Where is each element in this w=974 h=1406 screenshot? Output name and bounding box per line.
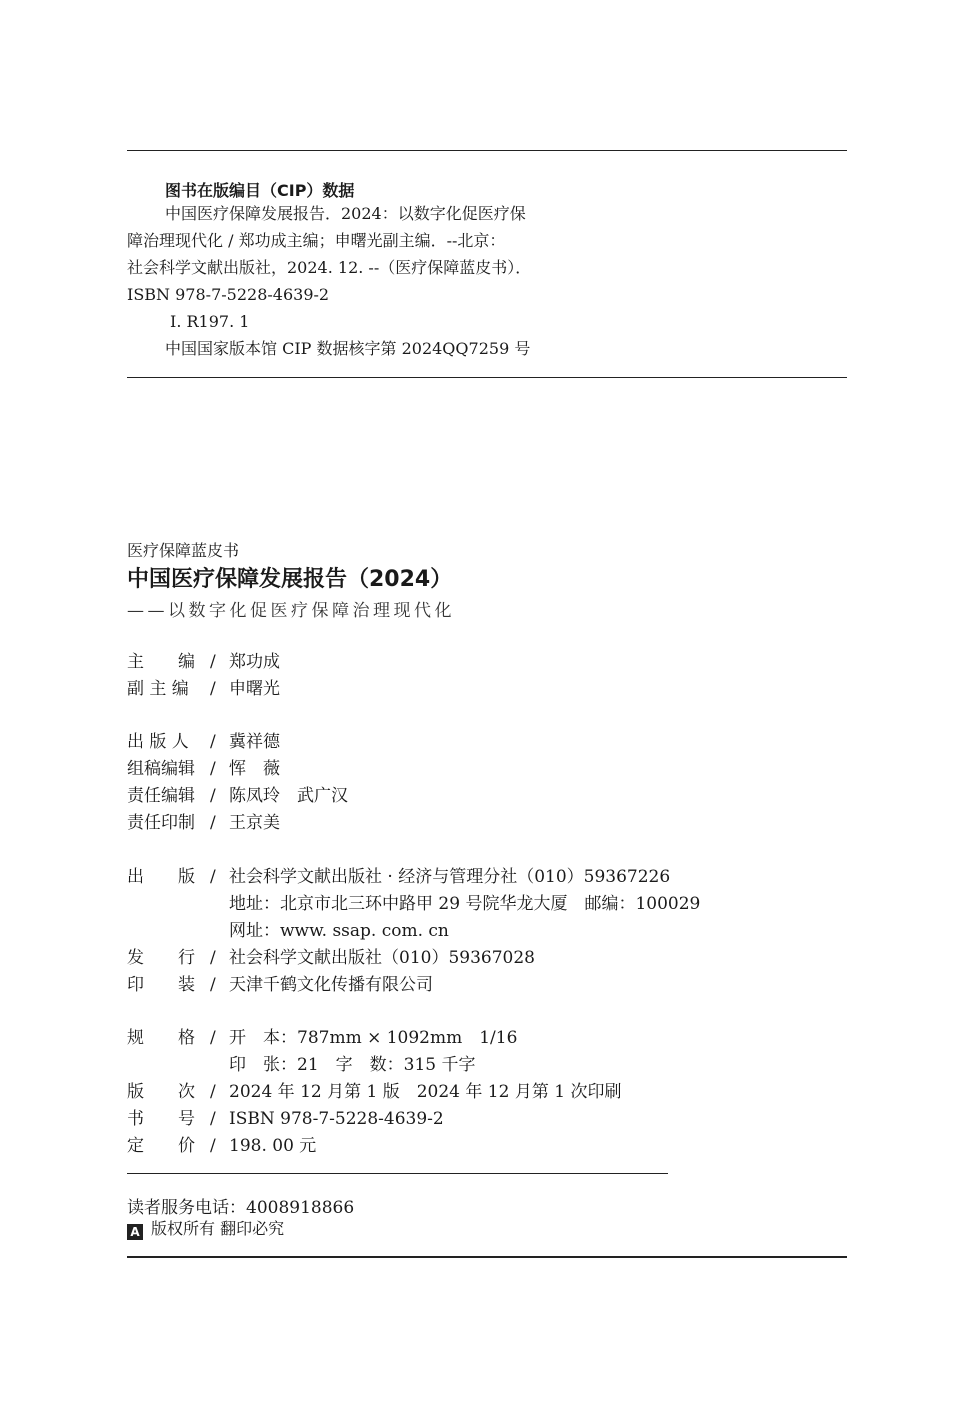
isbn-value: ISBN 978-7-5228-4639-2: [229, 1109, 444, 1129]
separator: /: [210, 975, 216, 995]
publisher-address: 地址：北京市北三环中路甲 29 号院华龙大厦 邮编：100029: [229, 894, 701, 914]
cip-line-4: ISBN 978-7-5228-4639-2: [127, 285, 330, 304]
format-value: 开 本：787mm × 1092mm 1/16: [229, 1028, 518, 1048]
copyright-row: [127, 1220, 284, 1240]
edition-label: 版 次: [127, 1082, 195, 1102]
cip-line-3: 社会科学文献出版社，2024. 12. --（医疗保障蓝皮书）．: [127, 258, 532, 277]
editor-label: 主 编: [127, 652, 195, 672]
responsible-editor-label: 责任编辑: [127, 786, 195, 806]
acquisitions-editor-label: 组稿编辑: [127, 759, 195, 779]
separator: /: [210, 786, 216, 806]
separator: /: [210, 652, 216, 672]
specs-bottom-rule: [127, 1173, 668, 1174]
cip-bottom-rule: [127, 377, 847, 378]
logo-text: A: [130, 1225, 140, 1239]
separator: /: [210, 813, 216, 833]
price-label: 定 价: [127, 1136, 195, 1156]
print-editor-label: 责任印制: [127, 813, 195, 833]
printing-value: 天津千鹤文化传播有限公司: [229, 975, 433, 995]
book-subtitle: ——以数字化促医疗保障治理现代化: [127, 601, 455, 621]
separator: /: [210, 1082, 216, 1102]
cip-line-2: 障治理现代化 / 郑功成主编；申曙光副主编．--北京：: [127, 231, 506, 250]
distribution-label: 发 行: [127, 948, 195, 968]
print-editor-value: 王京美: [229, 813, 280, 833]
separator: /: [210, 1109, 216, 1129]
distribution-value: 社会科学文献出版社（010）59367028: [229, 948, 535, 968]
copyright-text: 版权所有 翻印必究: [151, 1219, 285, 1238]
isbn-label: 书 号: [127, 1109, 195, 1129]
acquisitions-editor-value: 恽 薇: [229, 759, 280, 779]
publisher-person-value: 冀祥德: [229, 732, 280, 752]
cip-line-1: 中国医疗保障发展报告．2024：以数字化促医疗保: [165, 204, 526, 223]
publisher-logo-icon: [127, 1224, 143, 1240]
publisher-value: 社会科学文献出版社 · 经济与管理分社（010）59367226: [229, 867, 671, 887]
cip-line-6: 中国国家版本馆 CIP 数据核字第 2024QQ7259 号: [165, 339, 531, 358]
editor-value: 郑功成: [229, 652, 280, 672]
publisher-website: 网址：www. ssap. com. cn: [229, 921, 449, 941]
sheets-value: 印 张：21 字 数：315 千字: [229, 1055, 476, 1075]
series-name: 医疗保障蓝皮书: [127, 541, 240, 560]
separator: /: [210, 759, 216, 779]
responsible-editor-value: 陈凤玲 武广汉: [229, 786, 348, 806]
separator: /: [210, 1028, 216, 1048]
format-label: 规 格: [127, 1028, 195, 1048]
printing-label: 印 装: [127, 975, 195, 995]
price-value: 198. 00 元: [229, 1136, 317, 1156]
publisher-label: 出 版: [127, 867, 195, 887]
book-title: 中国医疗保障发展报告（2024）: [127, 567, 453, 592]
deputy-editor-value: 申曙光: [229, 679, 280, 699]
reader-hotline: 读者服务电话：4008918866: [127, 1198, 355, 1218]
cip-heading: 图书在版编目（CIP）数据: [165, 181, 355, 200]
footer-bottom-rule: [127, 1256, 847, 1258]
separator: /: [210, 1136, 216, 1156]
deputy-editor-label: 副 主 编: [127, 679, 189, 699]
separator: /: [210, 732, 216, 752]
cip-line-5: Ⅰ. R197. 1: [170, 312, 250, 331]
separator: /: [210, 679, 216, 699]
publisher-person-label: 出 版 人: [127, 732, 189, 752]
separator: /: [210, 867, 216, 887]
edition-value: 2024 年 12 月第 1 版 2024 年 12 月第 1 次印刷: [229, 1082, 622, 1102]
separator: /: [210, 948, 216, 968]
cip-top-rule: [127, 150, 847, 151]
